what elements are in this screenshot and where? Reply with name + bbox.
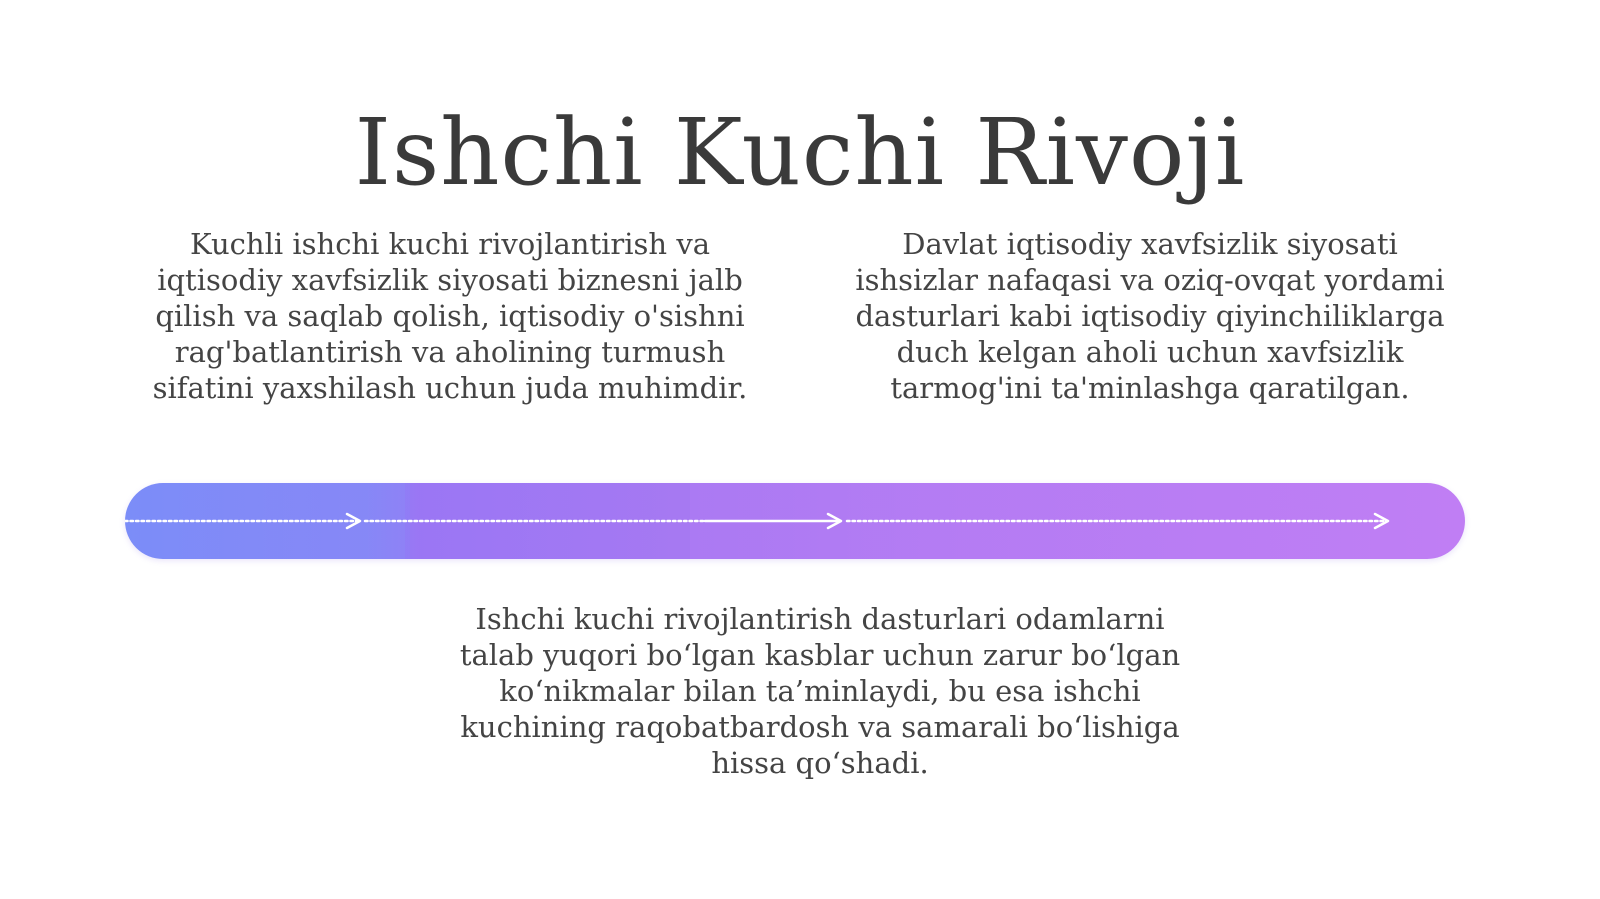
text-block-bottom: Ishchi kuchi rivojlantirish dasturlari odamlarni talab yuqori bo‘lgan kasblar uchun zarur bo‘lgan ko‘nikmalar bilan ta’minlaydi, bu esa ishchi kuchining raqobatbardosh va samarali bo‘lishiga hissa qo‘shadi. xyxy=(459,602,1181,780)
process-arrow-bar xyxy=(125,483,1465,559)
text-block-right: Davlat iqtisodiy xavfsizlik siyosati ishsizlar nafaqasi va oziq-ovqat yordami dasturlari kabi iqtisodiy qiyinchiliklarga duch kelgan aholi uchun xavfsizlik tarmog'ini ta'minlashga qaratilgan. xyxy=(855,227,1445,405)
gradient-bar xyxy=(125,483,1465,559)
slide-title: Ishchi Kuchi Rivoji xyxy=(354,98,1246,206)
arrow-line-overlay xyxy=(125,483,1465,559)
text-block-left: Kuchli ishchi kuchi rivojlantirish va iqtisodiy xavfsizlik siyosati biznesni jalb qilish va saqlab qolish, iqtisodiy o'sishni rag'batlantirish va aholining turmush sifatini yaxshilash uchun juda muhimdir. xyxy=(152,227,748,405)
